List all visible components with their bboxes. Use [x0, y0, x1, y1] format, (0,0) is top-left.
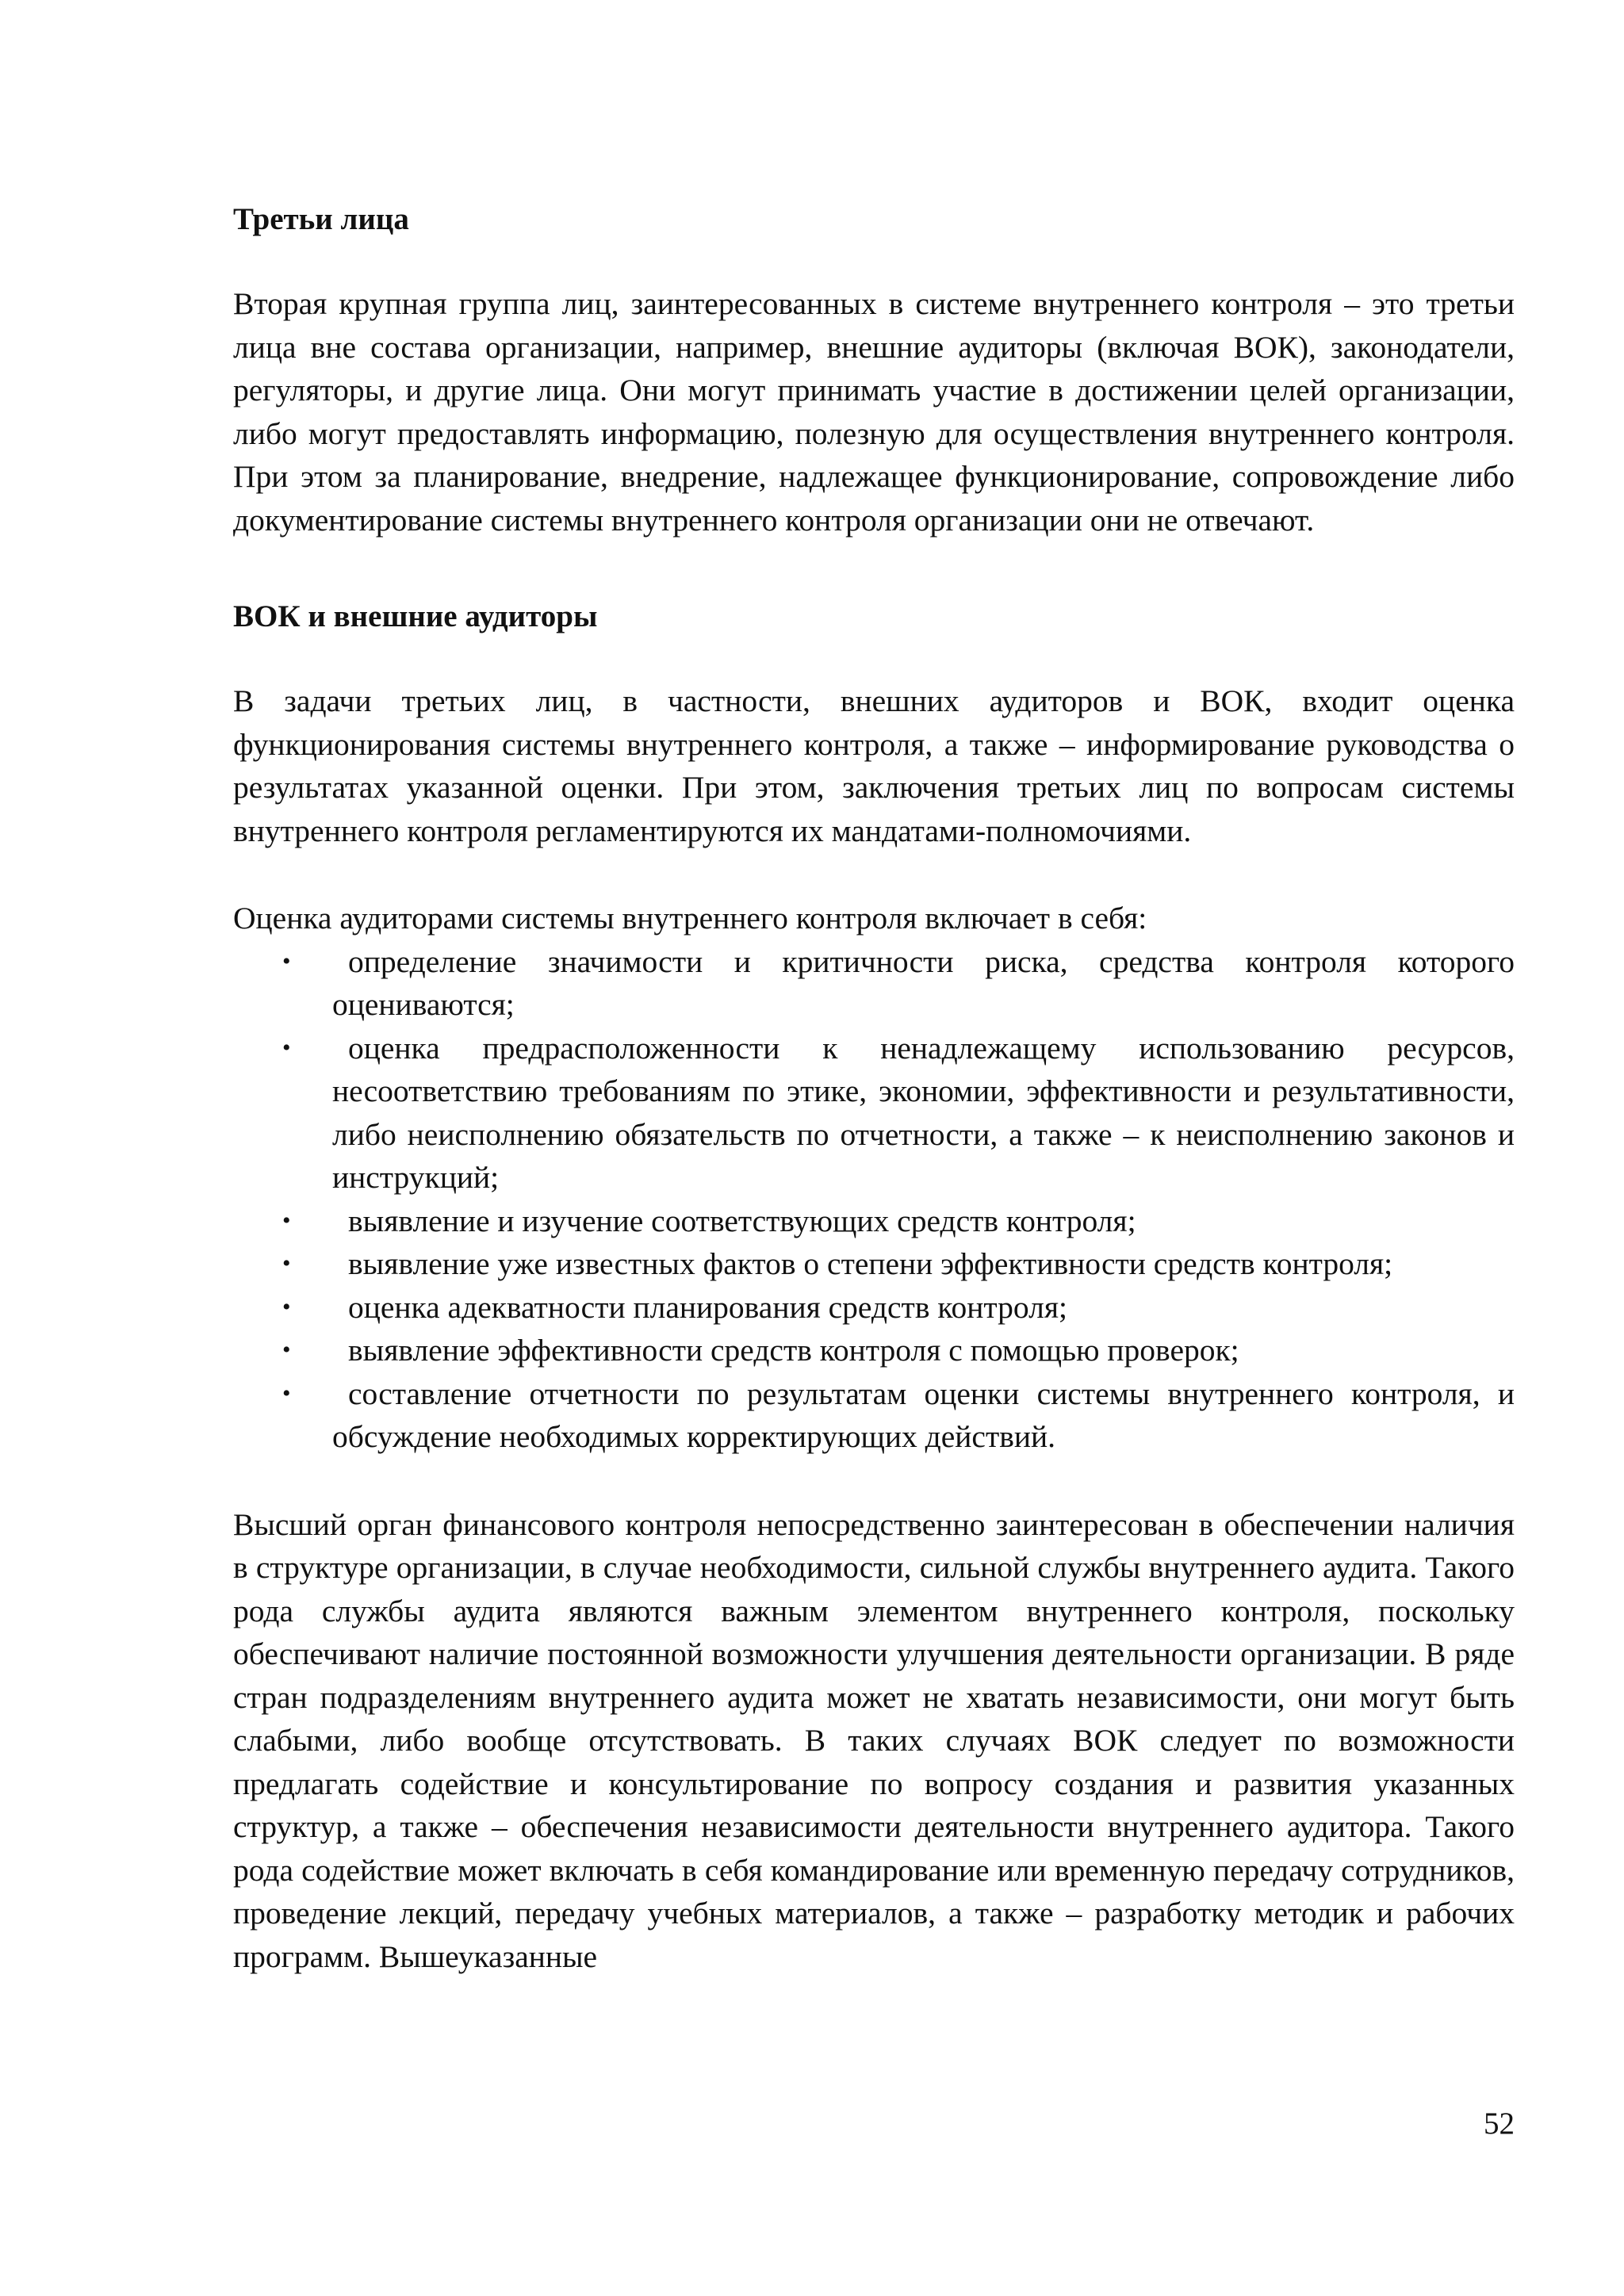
paragraph-third-parties: Вторая крупная группа лиц, заинтересованных в системе внутреннего контроля – это третьи лица вне состава организации, например, внешние аудиторы (включая ВОК), законодатели, регуляторы, и другие лица. Они могут принимать участие в достижении целей организации, либо могут предоставлять информацию, полезную для осуществления внутреннего контроля. При этом за планирование, внедрение, надлежащее функционирование, сопровождение либо документирование системы внутреннего контроля организации они не отвечают. — [233, 286, 1515, 538]
list-item — [233, 1027, 1515, 1200]
list-item — [233, 940, 1515, 1027]
list-item — [233, 1329, 1515, 1372]
list-item — [233, 1242, 1515, 1286]
bullet-icon: • — [282, 947, 291, 974]
list-item-text: оценка адекватности планирования средств контроля; — [348, 1289, 1067, 1325]
bullet-icon: • — [282, 1034, 291, 1061]
bullet-icon: • — [282, 1207, 291, 1234]
bullet-icon: • — [282, 1337, 291, 1363]
bullet-icon: • — [282, 1293, 291, 1320]
paragraph-auditors-tasks: В задачи третьих лиц, в частности, внешних аудиторов и ВОК, входит оценка функционирования системы внутреннего контроля, а также – информирование руководства о результатах указанной оценки. При этом, заключения третьих лиц по вопросам системы внутреннего контроля регламентируются их мандатами-полномочиями. — [233, 683, 1515, 848]
list-item-text: выявление уже известных фактов о степени эффективности средств контроля; — [348, 1246, 1393, 1281]
section-heading-auditors: ВОК и внешние аудиторы — [233, 599, 598, 633]
list-item-text: выявление и изучение соответствующих средств контроля; — [348, 1203, 1136, 1238]
paragraph-supreme-audit-body: Высший орган финансового контроля непосредственно заинтересован в обеспечении наличия в структуре организации, в случае необходимости, сильной службы внутреннего аудита. Такого рода службы аудита являются важным элементом внутреннего контроля, поскольку обеспечивают наличие постоянной возможности улучшения деятельности организации. В ряде стран подразделениям внутреннего аудита может не хватать независимости, они могут быть слабыми, либо вообще отсутствовать. В таких случаях ВОК следует по возможности предлагать содействие и консультирование по вопросу создания и развития указанных структур, а также – обеспечения независимости деятельности внутреннего аудитора. Такого рода содействие может включать в себя командирование или временную передачу сотрудников, проведение лекций, передачу учебных материалов, а также – разработку методик и рабочих программ. Вышеуказанные — [233, 1506, 1515, 1974]
list-item-text: оценка предрасположенности к ненадлежащему использованию ресурсов, несоответствию требованиям по этике, экономии, эффективности и результативности, либо неисполнению обязательств по отчетности, а также – к неисполнению законов и инструкций; — [332, 1030, 1515, 1195]
bullet-icon: • — [282, 1380, 291, 1406]
list-item-text: выявление эффективности средств контроля с помощью проверок; — [348, 1333, 1239, 1368]
page-content — [233, 190, 1515, 1978]
section-heading-third-parties: Третьи лица — [233, 202, 409, 236]
list-item — [233, 1372, 1515, 1459]
evaluation-list — [233, 940, 1515, 1459]
list-item-text: составление отчетности по результатам оценки системы внутреннего контроля, и обсуждение необходимых корректирующих действий. — [332, 1376, 1515, 1454]
list-item — [233, 1286, 1515, 1330]
list-item-text: определение значимости и критичности риска, средства контроля которого оцениваются; — [332, 943, 1515, 1022]
page-number: 52 — [1484, 2107, 1515, 2141]
list-item — [233, 1200, 1515, 1243]
list-intro: Оценка аудиторами системы внутреннего контроля включает в себя: — [233, 901, 1147, 936]
bullet-icon: • — [282, 1250, 291, 1276]
